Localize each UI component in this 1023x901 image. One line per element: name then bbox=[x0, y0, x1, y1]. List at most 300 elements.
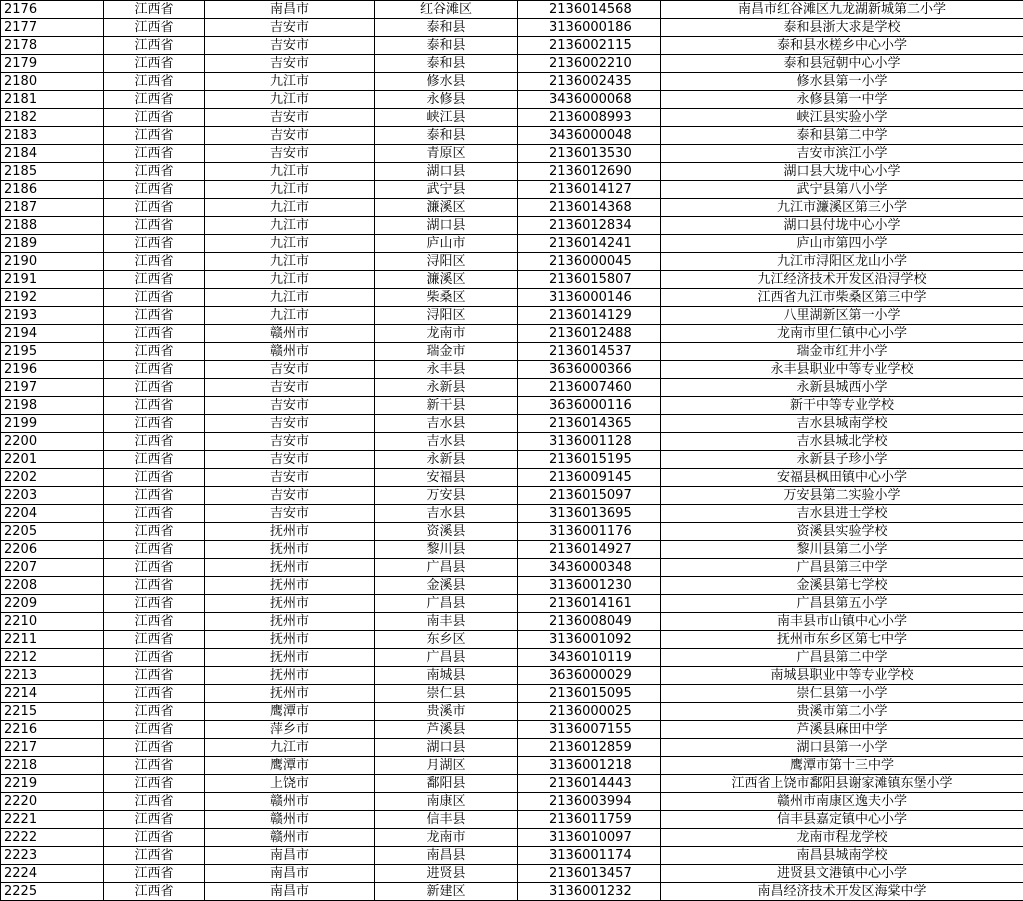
city-cell: 抚州市 bbox=[205, 685, 375, 703]
county-cell: 泰和县 bbox=[375, 19, 518, 37]
province-cell: 江西省 bbox=[104, 37, 205, 55]
city-cell: 九江市 bbox=[205, 253, 375, 271]
city-cell: 抚州市 bbox=[205, 631, 375, 649]
school-name-cell: 信丰县嘉定镇中心小学 bbox=[661, 811, 1023, 829]
school-code-cell: 3136010097 bbox=[518, 829, 661, 847]
school-name-cell: 泰和县冠朝中心小学 bbox=[661, 55, 1023, 73]
school-name-cell: 吉水县进士学校 bbox=[661, 505, 1023, 523]
school-code-cell: 2136000045 bbox=[518, 253, 661, 271]
city-cell: 九江市 bbox=[205, 217, 375, 235]
province-cell: 江西省 bbox=[104, 181, 205, 199]
row-number: 2181 bbox=[1, 91, 104, 109]
row-number: 2186 bbox=[1, 181, 104, 199]
school-code-cell: 3436000068 bbox=[518, 91, 661, 109]
table-row bbox=[1, 1, 1023, 19]
table-row bbox=[1, 91, 1023, 109]
table-row bbox=[1, 865, 1023, 883]
table-row bbox=[1, 487, 1023, 505]
school-name-cell: 庐山市第四小学 bbox=[661, 235, 1023, 253]
school-name-cell: 龙南市里仁镇中心小学 bbox=[661, 325, 1023, 343]
county-cell: 新建区 bbox=[375, 883, 518, 901]
school-code-cell: 3636000366 bbox=[518, 361, 661, 379]
county-cell: 月湖区 bbox=[375, 757, 518, 775]
county-cell: 资溪县 bbox=[375, 523, 518, 541]
table-row bbox=[1, 739, 1023, 757]
row-number: 2200 bbox=[1, 433, 104, 451]
county-cell: 广昌县 bbox=[375, 559, 518, 577]
city-cell: 抚州市 bbox=[205, 577, 375, 595]
province-cell: 江西省 bbox=[104, 73, 205, 91]
school-name-cell: 永丰县职业中等专业学校 bbox=[661, 361, 1023, 379]
city-cell: 九江市 bbox=[205, 199, 375, 217]
county-cell: 进贤县 bbox=[375, 865, 518, 883]
province-cell: 江西省 bbox=[104, 847, 205, 865]
city-cell: 吉安市 bbox=[205, 37, 375, 55]
row-number: 2197 bbox=[1, 379, 104, 397]
province-cell: 江西省 bbox=[104, 1, 205, 19]
school-code-cell: 2136002210 bbox=[518, 55, 661, 73]
school-code-cell: 2136000025 bbox=[518, 703, 661, 721]
table-row bbox=[1, 307, 1023, 325]
county-cell: 湖口县 bbox=[375, 739, 518, 757]
province-cell: 江西省 bbox=[104, 613, 205, 631]
table-row bbox=[1, 361, 1023, 379]
row-number: 2201 bbox=[1, 451, 104, 469]
city-cell: 吉安市 bbox=[205, 505, 375, 523]
table-row bbox=[1, 613, 1023, 631]
city-cell: 吉安市 bbox=[205, 145, 375, 163]
school-code-cell: 3436000348 bbox=[518, 559, 661, 577]
row-number: 2222 bbox=[1, 829, 104, 847]
city-cell: 鹰潭市 bbox=[205, 757, 375, 775]
row-number: 2216 bbox=[1, 721, 104, 739]
province-cell: 江西省 bbox=[104, 19, 205, 37]
school-name-cell: 泰和县浙大求是学校 bbox=[661, 19, 1023, 37]
city-cell: 吉安市 bbox=[205, 487, 375, 505]
county-cell: 万安县 bbox=[375, 487, 518, 505]
row-number: 2185 bbox=[1, 163, 104, 181]
city-cell: 南昌市 bbox=[205, 865, 375, 883]
school-code-cell: 2136012690 bbox=[518, 163, 661, 181]
table-row bbox=[1, 199, 1023, 217]
row-number: 2194 bbox=[1, 325, 104, 343]
table-row bbox=[1, 883, 1023, 901]
row-number: 2213 bbox=[1, 667, 104, 685]
row-number: 2214 bbox=[1, 685, 104, 703]
city-cell: 吉安市 bbox=[205, 55, 375, 73]
school-name-cell: 南昌经济技术开发区海棠中学 bbox=[661, 883, 1023, 901]
county-cell: 泰和县 bbox=[375, 55, 518, 73]
county-cell: 金溪县 bbox=[375, 577, 518, 595]
city-cell: 南昌市 bbox=[205, 883, 375, 901]
city-cell: 吉安市 bbox=[205, 109, 375, 127]
school-name-cell: 瑞金市红井小学 bbox=[661, 343, 1023, 361]
county-cell: 南城县 bbox=[375, 667, 518, 685]
row-number: 2195 bbox=[1, 343, 104, 361]
row-number: 2205 bbox=[1, 523, 104, 541]
county-cell: 贵溪市 bbox=[375, 703, 518, 721]
row-number: 2179 bbox=[1, 55, 104, 73]
county-cell: 濂溪区 bbox=[375, 199, 518, 217]
table-row bbox=[1, 415, 1023, 433]
county-cell: 青原区 bbox=[375, 145, 518, 163]
province-cell: 江西省 bbox=[104, 451, 205, 469]
table-row bbox=[1, 217, 1023, 235]
school-name-cell: 吉水县城南学校 bbox=[661, 415, 1023, 433]
province-cell: 江西省 bbox=[104, 289, 205, 307]
province-cell: 江西省 bbox=[104, 397, 205, 415]
school-name-cell: 资溪县实验学校 bbox=[661, 523, 1023, 541]
school-name-cell: 黎川县第二小学 bbox=[661, 541, 1023, 559]
city-cell: 九江市 bbox=[205, 91, 375, 109]
county-cell: 吉水县 bbox=[375, 433, 518, 451]
county-cell: 新干县 bbox=[375, 397, 518, 415]
province-cell: 江西省 bbox=[104, 127, 205, 145]
school-code-cell: 3136007155 bbox=[518, 721, 661, 739]
county-cell: 永新县 bbox=[375, 451, 518, 469]
school-name-cell: 万安县第二实验小学 bbox=[661, 487, 1023, 505]
row-number: 2211 bbox=[1, 631, 104, 649]
city-cell: 抚州市 bbox=[205, 667, 375, 685]
county-cell: 广昌县 bbox=[375, 595, 518, 613]
school-code-cell: 2136013457 bbox=[518, 865, 661, 883]
city-cell: 九江市 bbox=[205, 289, 375, 307]
table-row bbox=[1, 145, 1023, 163]
row-number: 2209 bbox=[1, 595, 104, 613]
school-code-cell: 2136014927 bbox=[518, 541, 661, 559]
school-code-cell: 2136015807 bbox=[518, 271, 661, 289]
table-row bbox=[1, 19, 1023, 37]
school-name-cell: 抚州市东乡区第七中学 bbox=[661, 631, 1023, 649]
county-cell: 鄱阳县 bbox=[375, 775, 518, 793]
school-code-cell: 2136009145 bbox=[518, 469, 661, 487]
province-cell: 江西省 bbox=[104, 307, 205, 325]
city-cell: 上饶市 bbox=[205, 775, 375, 793]
county-cell: 安福县 bbox=[375, 469, 518, 487]
school-name-cell: 鹰潭市第十三中学 bbox=[661, 757, 1023, 775]
county-cell: 永修县 bbox=[375, 91, 518, 109]
province-cell: 江西省 bbox=[104, 469, 205, 487]
row-number: 2178 bbox=[1, 37, 104, 55]
province-cell: 江西省 bbox=[104, 865, 205, 883]
table-row bbox=[1, 253, 1023, 271]
school-code-cell: 3136001230 bbox=[518, 577, 661, 595]
row-number: 2184 bbox=[1, 145, 104, 163]
province-cell: 江西省 bbox=[104, 433, 205, 451]
city-cell: 九江市 bbox=[205, 163, 375, 181]
row-number: 2204 bbox=[1, 505, 104, 523]
province-cell: 江西省 bbox=[104, 199, 205, 217]
school-code-cell: 3136001128 bbox=[518, 433, 661, 451]
city-cell: 吉安市 bbox=[205, 415, 375, 433]
row-number: 2192 bbox=[1, 289, 104, 307]
school-name-cell: 泰和县第二中学 bbox=[661, 127, 1023, 145]
school-code-cell: 2136014127 bbox=[518, 181, 661, 199]
school-code-cell: 2136014129 bbox=[518, 307, 661, 325]
row-number: 2219 bbox=[1, 775, 104, 793]
city-cell: 抚州市 bbox=[205, 523, 375, 541]
province-cell: 江西省 bbox=[104, 631, 205, 649]
county-cell: 崇仁县 bbox=[375, 685, 518, 703]
county-cell: 庐山市 bbox=[375, 235, 518, 253]
county-cell: 黎川县 bbox=[375, 541, 518, 559]
row-number: 2203 bbox=[1, 487, 104, 505]
province-cell: 江西省 bbox=[104, 793, 205, 811]
city-cell: 吉安市 bbox=[205, 433, 375, 451]
province-cell: 江西省 bbox=[104, 703, 205, 721]
school-name-cell: 吉安市滨江小学 bbox=[661, 145, 1023, 163]
school-code-cell: 2136014537 bbox=[518, 343, 661, 361]
school-name-cell: 江西省九江市柴桑区第三中学 bbox=[661, 289, 1023, 307]
province-cell: 江西省 bbox=[104, 721, 205, 739]
row-number: 2189 bbox=[1, 235, 104, 253]
row-number: 2177 bbox=[1, 19, 104, 37]
row-number: 2221 bbox=[1, 811, 104, 829]
school-name-cell: 湖口县第一小学 bbox=[661, 739, 1023, 757]
table-row bbox=[1, 469, 1023, 487]
school-code-cell: 2136012859 bbox=[518, 739, 661, 757]
school-name-cell: 南城县职业中等专业学校 bbox=[661, 667, 1023, 685]
school-name-cell: 九江市浔阳区龙山小学 bbox=[661, 253, 1023, 271]
school-code-cell: 2136015095 bbox=[518, 685, 661, 703]
county-cell: 峡江县 bbox=[375, 109, 518, 127]
city-cell: 抚州市 bbox=[205, 541, 375, 559]
school-name-cell: 安福县枫田镇中心小学 bbox=[661, 469, 1023, 487]
row-number: 2223 bbox=[1, 847, 104, 865]
province-cell: 江西省 bbox=[104, 883, 205, 901]
province-cell: 江西省 bbox=[104, 379, 205, 397]
province-cell: 江西省 bbox=[104, 685, 205, 703]
table-row bbox=[1, 685, 1023, 703]
county-cell: 浔阳区 bbox=[375, 307, 518, 325]
row-number: 2210 bbox=[1, 613, 104, 631]
province-cell: 江西省 bbox=[104, 811, 205, 829]
row-number: 2193 bbox=[1, 307, 104, 325]
city-cell: 吉安市 bbox=[205, 19, 375, 37]
province-cell: 江西省 bbox=[104, 595, 205, 613]
school-code-cell: 3636000029 bbox=[518, 667, 661, 685]
row-number: 2220 bbox=[1, 793, 104, 811]
school-code-cell: 2136008049 bbox=[518, 613, 661, 631]
city-cell: 赣州市 bbox=[205, 829, 375, 847]
province-cell: 江西省 bbox=[104, 415, 205, 433]
school-name-cell: 修水县第一小学 bbox=[661, 73, 1023, 91]
province-cell: 江西省 bbox=[104, 55, 205, 73]
province-cell: 江西省 bbox=[104, 145, 205, 163]
city-cell: 抚州市 bbox=[205, 649, 375, 667]
school-name-cell: 吉水县城北学校 bbox=[661, 433, 1023, 451]
school-name-cell: 九江经济技术开发区沿浔学校 bbox=[661, 271, 1023, 289]
city-cell: 九江市 bbox=[205, 235, 375, 253]
school-code-cell: 3136001092 bbox=[518, 631, 661, 649]
province-cell: 江西省 bbox=[104, 829, 205, 847]
table-row bbox=[1, 541, 1023, 559]
table-row bbox=[1, 433, 1023, 451]
city-cell: 吉安市 bbox=[205, 397, 375, 415]
county-cell: 南康区 bbox=[375, 793, 518, 811]
county-cell: 芦溪县 bbox=[375, 721, 518, 739]
row-number: 2183 bbox=[1, 127, 104, 145]
row-number: 2208 bbox=[1, 577, 104, 595]
school-name-cell: 泰和县水槎乡中心小学 bbox=[661, 37, 1023, 55]
school-name-cell: 永修县第一中学 bbox=[661, 91, 1023, 109]
province-cell: 江西省 bbox=[104, 541, 205, 559]
table-row bbox=[1, 703, 1023, 721]
school-code-cell: 2136014161 bbox=[518, 595, 661, 613]
province-cell: 江西省 bbox=[104, 577, 205, 595]
table-row bbox=[1, 73, 1023, 91]
county-cell: 浔阳区 bbox=[375, 253, 518, 271]
table-row bbox=[1, 109, 1023, 127]
school-name-cell: 湖口县付垅中心小学 bbox=[661, 217, 1023, 235]
province-cell: 江西省 bbox=[104, 487, 205, 505]
table-row bbox=[1, 451, 1023, 469]
school-code-cell: 2136014443 bbox=[518, 775, 661, 793]
city-cell: 萍乡市 bbox=[205, 721, 375, 739]
city-cell: 九江市 bbox=[205, 307, 375, 325]
row-number: 2215 bbox=[1, 703, 104, 721]
table-row bbox=[1, 523, 1023, 541]
county-cell: 广昌县 bbox=[375, 649, 518, 667]
province-cell: 江西省 bbox=[104, 757, 205, 775]
city-cell: 抚州市 bbox=[205, 559, 375, 577]
school-code-cell: 3136001218 bbox=[518, 757, 661, 775]
table-row bbox=[1, 163, 1023, 181]
county-cell: 龙南市 bbox=[375, 829, 518, 847]
school-name-cell: 崇仁县第一小学 bbox=[661, 685, 1023, 703]
school-name-cell: 南昌县城南学校 bbox=[661, 847, 1023, 865]
county-cell: 柴桑区 bbox=[375, 289, 518, 307]
school-code-cell: 3136001174 bbox=[518, 847, 661, 865]
row-number: 2202 bbox=[1, 469, 104, 487]
school-code-cell: 2136012834 bbox=[518, 217, 661, 235]
province-cell: 江西省 bbox=[104, 667, 205, 685]
province-cell: 江西省 bbox=[104, 775, 205, 793]
school-code-cell: 2136002115 bbox=[518, 37, 661, 55]
school-code-cell: 2136003994 bbox=[518, 793, 661, 811]
county-cell: 修水县 bbox=[375, 73, 518, 91]
school-name-cell: 赣州市南康区逸夫小学 bbox=[661, 793, 1023, 811]
province-cell: 江西省 bbox=[104, 343, 205, 361]
school-name-cell: 峡江县实验小学 bbox=[661, 109, 1023, 127]
city-cell: 抚州市 bbox=[205, 613, 375, 631]
school-code-cell: 2136007460 bbox=[518, 379, 661, 397]
row-number: 2198 bbox=[1, 397, 104, 415]
province-cell: 江西省 bbox=[104, 217, 205, 235]
table-row bbox=[1, 775, 1023, 793]
table-row bbox=[1, 649, 1023, 667]
row-number: 2196 bbox=[1, 361, 104, 379]
school-name-cell: 广昌县第二中学 bbox=[661, 649, 1023, 667]
county-cell: 瑞金市 bbox=[375, 343, 518, 361]
table-row bbox=[1, 829, 1023, 847]
row-number: 2182 bbox=[1, 109, 104, 127]
table-row bbox=[1, 235, 1023, 253]
table-row bbox=[1, 397, 1023, 415]
table-row bbox=[1, 577, 1023, 595]
county-cell: 湖口县 bbox=[375, 163, 518, 181]
city-cell: 赣州市 bbox=[205, 325, 375, 343]
province-cell: 江西省 bbox=[104, 505, 205, 523]
school-name-cell: 贵溪市第二小学 bbox=[661, 703, 1023, 721]
province-cell: 江西省 bbox=[104, 163, 205, 181]
city-cell: 吉安市 bbox=[205, 451, 375, 469]
city-cell: 南昌市 bbox=[205, 1, 375, 19]
school-name-cell: 龙南市程龙学校 bbox=[661, 829, 1023, 847]
row-number: 2187 bbox=[1, 199, 104, 217]
school-code-cell: 2136014365 bbox=[518, 415, 661, 433]
school-name-cell: 广昌县第五小学 bbox=[661, 595, 1023, 613]
row-number: 2218 bbox=[1, 757, 104, 775]
province-cell: 江西省 bbox=[104, 271, 205, 289]
table-row bbox=[1, 325, 1023, 343]
school-name-cell: 武宁县第八小学 bbox=[661, 181, 1023, 199]
county-cell: 武宁县 bbox=[375, 181, 518, 199]
county-cell: 南昌县 bbox=[375, 847, 518, 865]
school-code-cell: 3136013695 bbox=[518, 505, 661, 523]
county-cell: 信丰县 bbox=[375, 811, 518, 829]
province-cell: 江西省 bbox=[104, 91, 205, 109]
city-cell: 吉安市 bbox=[205, 361, 375, 379]
table-row bbox=[1, 37, 1023, 55]
school-name-cell: 南昌市红谷滩区九龙湖新城第二小学 bbox=[661, 1, 1023, 19]
school-code-cell: 2136015195 bbox=[518, 451, 661, 469]
school-name-cell: 湖口县大垅中心小学 bbox=[661, 163, 1023, 181]
county-cell: 南丰县 bbox=[375, 613, 518, 631]
county-cell: 永新县 bbox=[375, 379, 518, 397]
school-code-cell: 3636000116 bbox=[518, 397, 661, 415]
city-cell: 九江市 bbox=[205, 181, 375, 199]
school-name-cell: 新干中等专业学校 bbox=[661, 397, 1023, 415]
province-cell: 江西省 bbox=[104, 523, 205, 541]
city-cell: 赣州市 bbox=[205, 343, 375, 361]
row-number: 2206 bbox=[1, 541, 104, 559]
county-cell: 濂溪区 bbox=[375, 271, 518, 289]
city-cell: 吉安市 bbox=[205, 379, 375, 397]
table-row bbox=[1, 55, 1023, 73]
city-cell: 赣州市 bbox=[205, 811, 375, 829]
school-code-cell: 3136000146 bbox=[518, 289, 661, 307]
row-number: 2224 bbox=[1, 865, 104, 883]
table-row bbox=[1, 595, 1023, 613]
county-cell: 泰和县 bbox=[375, 127, 518, 145]
county-cell: 湖口县 bbox=[375, 217, 518, 235]
school-code-cell: 2136008993 bbox=[518, 109, 661, 127]
county-cell: 永丰县 bbox=[375, 361, 518, 379]
table-row bbox=[1, 181, 1023, 199]
school-name-cell: 金溪县第七学校 bbox=[661, 577, 1023, 595]
province-cell: 江西省 bbox=[104, 235, 205, 253]
school-code-cell: 2136015097 bbox=[518, 487, 661, 505]
city-cell: 九江市 bbox=[205, 73, 375, 91]
table-row bbox=[1, 757, 1023, 775]
school-code-cell: 3136001232 bbox=[518, 883, 661, 901]
table-row bbox=[1, 289, 1023, 307]
province-cell: 江西省 bbox=[104, 649, 205, 667]
school-code-cell: 3436010119 bbox=[518, 649, 661, 667]
table-row bbox=[1, 667, 1023, 685]
row-number: 2212 bbox=[1, 649, 104, 667]
table-row bbox=[1, 343, 1023, 361]
school-name-cell: 南丰县市山镇中心小学 bbox=[661, 613, 1023, 631]
city-cell: 南昌市 bbox=[205, 847, 375, 865]
row-number: 2217 bbox=[1, 739, 104, 757]
school-name-cell: 九江市濂溪区第三小学 bbox=[661, 199, 1023, 217]
table-row bbox=[1, 631, 1023, 649]
row-number: 2191 bbox=[1, 271, 104, 289]
province-cell: 江西省 bbox=[104, 739, 205, 757]
row-number: 2176 bbox=[1, 1, 104, 19]
